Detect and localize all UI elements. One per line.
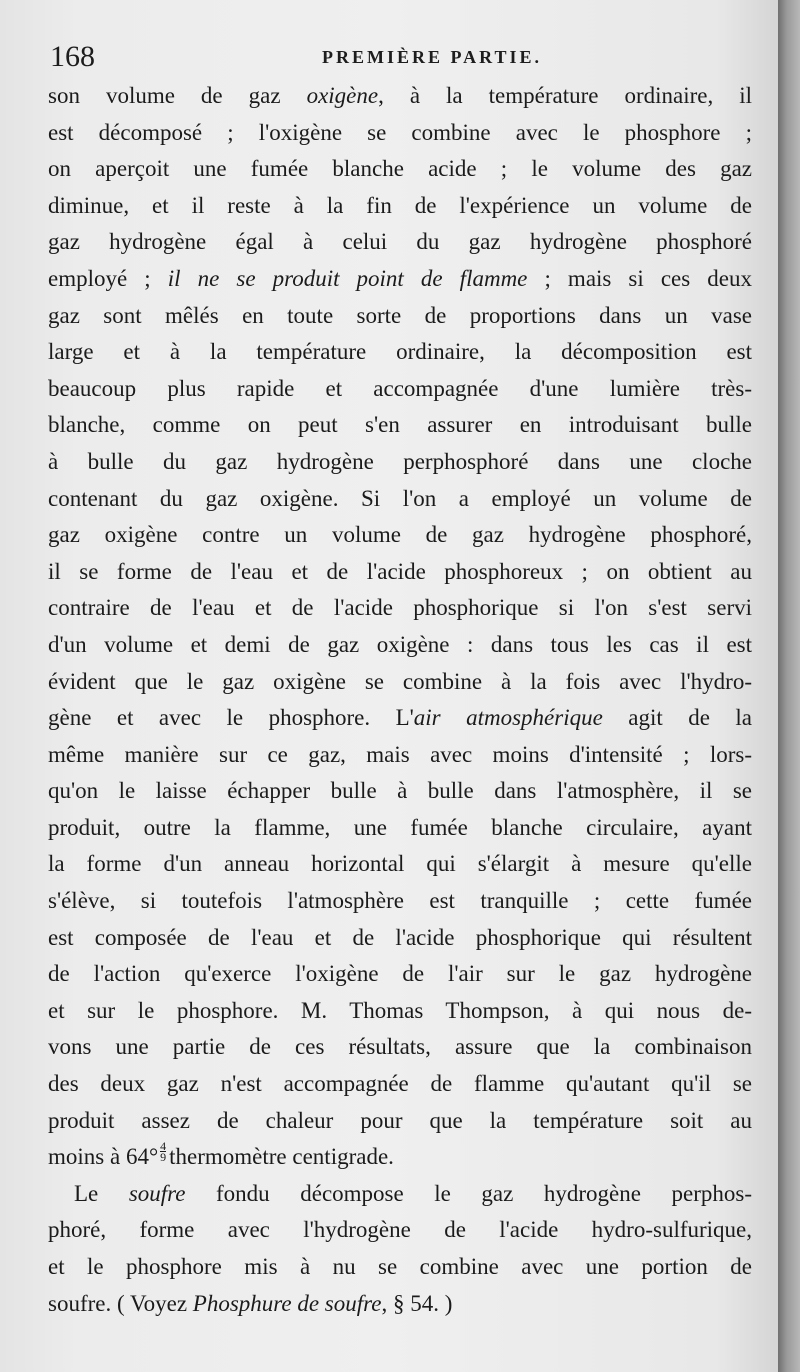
- text-run: vons une partie de ces résultats, assure que la combinaison: [48, 1034, 752, 1060]
- text-line: [48, 846, 752, 883]
- text-line: [48, 188, 752, 225]
- paragraph: [48, 1176, 752, 1322]
- text-run: gaz hydrogène égal à celui du gaz hydrogène phosphoré: [48, 229, 752, 255]
- text-run: d'un volume et demi de gaz oxigène : dans tous les cas il est: [48, 631, 752, 657]
- text-line: [48, 298, 752, 335]
- text-run: gaz oxigène contre un volume de gaz hydrogène phosphoré,: [48, 522, 752, 548]
- text-line: [48, 590, 752, 627]
- text-line: [48, 151, 752, 188]
- text-line: [48, 78, 752, 115]
- text-run: , § 54. ): [381, 1290, 453, 1316]
- text-line: [48, 1249, 752, 1286]
- page-edge: [778, 0, 800, 1372]
- text-run: il se forme de l'eau et de l'acide phosphoreux ; on obtient au: [48, 558, 752, 584]
- body-text: [48, 78, 752, 1322]
- italic-text: il ne se produit point de flamme: [167, 265, 528, 291]
- text-line: [48, 1029, 752, 1066]
- paragraph: [48, 78, 752, 1176]
- fraction: [160, 1139, 167, 1165]
- text-run: ; mais si ces deux: [527, 265, 752, 291]
- text-run: et le phosphore mis à nu se combine avec une portion de: [48, 1254, 752, 1279]
- text-line: [48, 773, 752, 810]
- text-line: [48, 261, 752, 298]
- italic-text: oxigène: [306, 83, 379, 108]
- text-run: produit assez de chaleur pour que la température soit au: [48, 1107, 752, 1133]
- text-line: [48, 1286, 752, 1323]
- text-line: [48, 371, 752, 408]
- italic-text: Phosphure de soufre: [192, 1290, 382, 1316]
- text-run: Le: [74, 1180, 129, 1206]
- text-run: soufre. ( Voyez: [48, 1290, 193, 1316]
- text-run: on aperçoit une fumée blanche acide ; le volume des gaz: [48, 156, 752, 182]
- fraction-numerator: 4: [160, 1139, 167, 1154]
- text-line: [48, 700, 752, 737]
- text-line: [48, 481, 752, 518]
- text-line: [48, 444, 752, 481]
- text-line: [48, 407, 752, 444]
- text-run: contraire de l'eau et de l'acide phosphorique si l'on s'est servi: [48, 595, 752, 621]
- text-run: fondu décompose le gaz hydrogène perphos-: [185, 1180, 752, 1206]
- text-line: [48, 737, 752, 774]
- text-line: [48, 1066, 752, 1103]
- text-line: [48, 554, 752, 591]
- text-run: évident que le gaz oxigène se combine à la fois avec l'hydro-: [48, 668, 752, 694]
- text-run: moins à 64°: [48, 1144, 159, 1170]
- text-run: large et à la température ordinaire, la décomposition est: [48, 339, 752, 365]
- text-line: [48, 517, 752, 554]
- text-line: [48, 883, 752, 920]
- text-line: [48, 627, 752, 664]
- text-run: gène et avec le phosphore. L': [48, 705, 414, 731]
- text-line: [48, 920, 752, 957]
- text-line: [48, 664, 752, 701]
- text-line: [48, 1103, 752, 1140]
- text-run: diminue, et il reste à la fin de l'expérience un volume de: [48, 192, 752, 218]
- italic-text: soufre: [128, 1180, 186, 1206]
- text-run: agit de la: [602, 705, 752, 731]
- text-run: est composée de l'eau et de l'acide phosphorique qui résultent: [48, 924, 752, 950]
- italic-text: air atmosphérique: [413, 705, 603, 731]
- text-run: , à la température ordinaire, il: [378, 83, 752, 108]
- text-run: thermomètre centigrade.: [169, 1144, 394, 1170]
- text-line: [48, 956, 752, 993]
- page-number: 168: [50, 40, 95, 73]
- text-run: des deux gaz n'est accompagnée de flamme qu'autant qu'il se: [48, 1071, 752, 1097]
- text-run: beaucoup plus rapide et accompagnée d'une lumière très-: [48, 375, 752, 401]
- page-header: [50, 40, 750, 76]
- text-run: blanche, comme on peut s'en assurer en introduisant bulle: [48, 412, 752, 438]
- text-line: [48, 810, 752, 847]
- text-run: à bulle du gaz hydrogène perphosphoré dans une cloche: [48, 448, 752, 474]
- text-run: contenant du gaz oxigène. Si l'on a employé un volume de: [48, 485, 752, 511]
- text-run: de l'action qu'exerce l'oxigène de l'air sur le gaz hydrogène: [48, 961, 752, 987]
- text-line: [48, 1212, 752, 1249]
- text-run: phoré, forme avec l'hydrogène de l'acide hydro-sulfurique,: [48, 1217, 752, 1243]
- text-run: même manière sur ce gaz, mais avec moins d'intensité ; lors-: [48, 741, 752, 767]
- text-run: et sur le phosphore. M. Thomas Thompson, à qui nous de-: [48, 997, 752, 1023]
- text-run: la forme d'un anneau horizontal qui s'élargit à mesure qu'elle: [48, 851, 752, 877]
- text-run: employé ;: [48, 265, 168, 291]
- text-run: gaz sont mêlés en toute sorte de proportions dans un vase: [48, 302, 752, 328]
- running-head: PREMIÈRE PARTIE.: [322, 47, 543, 67]
- text-line: [48, 115, 752, 152]
- text-run: produit, outre la flamme, une fumée blanche circulaire, ayant: [48, 814, 752, 840]
- text-run: son volume de gaz: [48, 83, 307, 108]
- text-run: s'élève, si toutefois l'atmosphère est tranquille ; cette fumée: [48, 888, 752, 914]
- fraction-denominator: 9: [160, 1150, 167, 1165]
- text-line: [48, 1139, 752, 1176]
- text-line: [48, 1176, 752, 1213]
- text-line: [48, 334, 752, 371]
- text-run: qu'on le laisse échapper bulle à bulle dans l'atmosphère, il se: [48, 778, 752, 804]
- text-run: est décomposé ; l'oxigène se combine avec le phosphore ;: [48, 119, 752, 145]
- text-line: [48, 224, 752, 261]
- text-line: [48, 993, 752, 1030]
